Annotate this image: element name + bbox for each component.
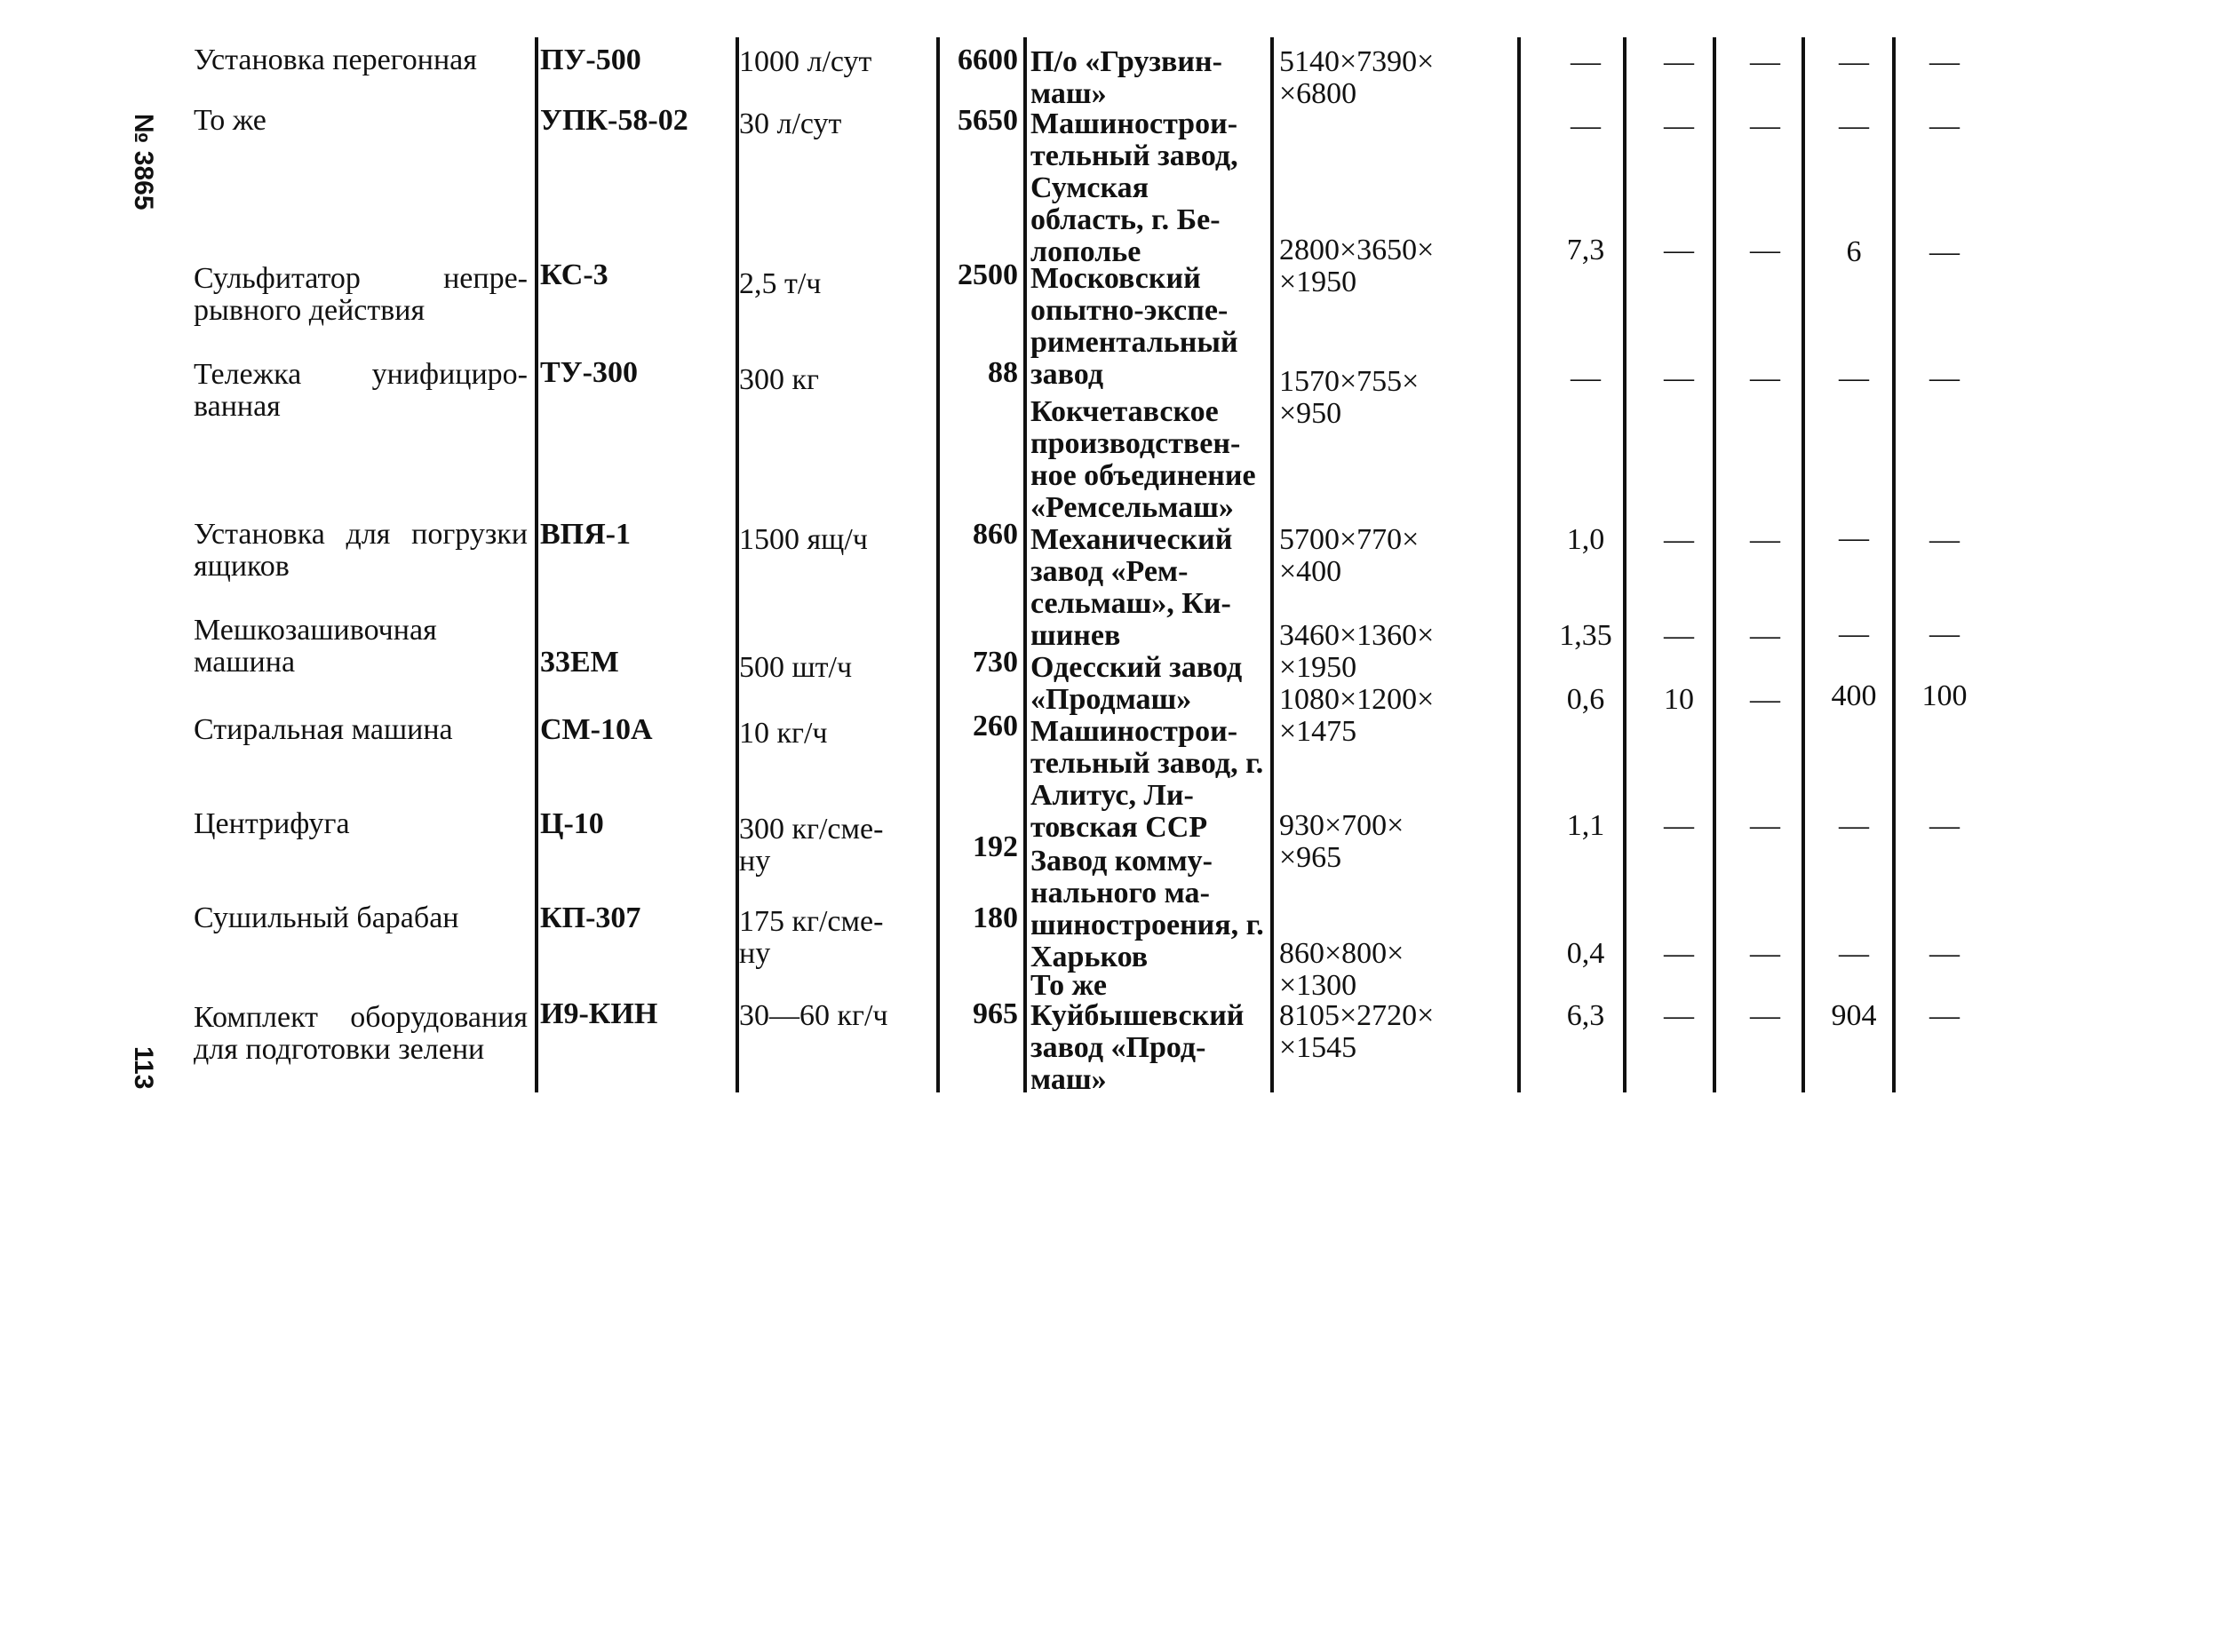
- productivity: 30 л/сут: [739, 107, 842, 140]
- equipment-model: КС-3: [540, 258, 608, 291]
- productivity: 1000 л/сут: [739, 45, 872, 78]
- column-rule: [1270, 37, 1274, 1092]
- dimensions: 2800×3650× ×1950: [1279, 234, 1435, 298]
- value-col-13: —: [1750, 809, 1780, 842]
- value-col-15: —: [1929, 45, 1960, 78]
- productivity: 300 кг/сме- ну: [739, 813, 884, 878]
- value-col-13: —: [1750, 361, 1780, 394]
- dimensions: 1080×1200× ×1475: [1279, 683, 1435, 748]
- column-rule: [535, 37, 538, 1092]
- value-col-13: —: [1750, 937, 1780, 970]
- mass-value: 965: [973, 997, 1018, 1030]
- productivity: 500 шт/ч: [739, 651, 853, 684]
- value-col-12: —: [1664, 809, 1694, 842]
- dimensions: 860×800× ×1300: [1279, 937, 1404, 1002]
- value-col-12: —: [1664, 619, 1694, 652]
- manufacturer: Машиностроительный завод, г. Алитус, Литовская ССР: [1030, 715, 1264, 844]
- column-rule: [1892, 37, 1896, 1092]
- value-col-14: 6: [1846, 235, 1862, 268]
- value-col-15: —: [1929, 109, 1960, 142]
- value-col-15: —: [1929, 235, 1960, 268]
- value-col-12: —: [1664, 999, 1694, 1032]
- equipment-name: Центрифуга: [194, 807, 350, 840]
- equipment-model: СМ-10А: [540, 713, 653, 746]
- productivity: 2,5 т/ч: [739, 267, 822, 300]
- value-col-15: —: [1929, 361, 1960, 394]
- productivity: 10 кг/ч: [739, 717, 828, 750]
- value-col-13: —: [1750, 523, 1780, 556]
- value-col-12: 10: [1664, 683, 1694, 716]
- equipment-model: Ц-10: [540, 807, 604, 840]
- manufacturer: Завод коммунального машиностроения, г. Харьков: [1030, 845, 1264, 973]
- value-col-11: —: [1571, 109, 1601, 142]
- page-number: 113: [129, 1046, 158, 1090]
- value-col-13: —: [1750, 234, 1780, 266]
- value-col-15: —: [1929, 809, 1960, 842]
- mass-value: 2500: [958, 258, 1018, 291]
- value-col-13: —: [1750, 619, 1780, 652]
- equipment-name: Мешкозашивочная машина: [194, 614, 437, 679]
- mass-value: 88: [988, 356, 1018, 389]
- dimensions: 3460×1360× ×1950: [1279, 619, 1435, 684]
- mass-value: 730: [973, 646, 1018, 679]
- value-col-12: —: [1664, 45, 1694, 78]
- value-col-15: —: [1929, 617, 1960, 650]
- value-col-11: 1,35: [1559, 619, 1612, 652]
- value-col-15: —: [1929, 523, 1960, 556]
- productivity: 175 кг/сме- ну: [739, 905, 884, 970]
- value-col-12: —: [1664, 523, 1694, 556]
- dimensions: 1570×755× ×950: [1279, 365, 1420, 430]
- mass-value: 5650: [958, 104, 1018, 137]
- value-col-14: —: [1839, 521, 1869, 554]
- mass-value: 180: [973, 901, 1018, 934]
- column-rule: [1517, 37, 1521, 1092]
- value-col-14: 904: [1831, 999, 1877, 1032]
- value-col-15: —: [1929, 937, 1960, 970]
- value-col-11: 7,3: [1566, 234, 1605, 266]
- value-col-13: —: [1750, 45, 1780, 78]
- value-col-14: —: [1839, 617, 1869, 650]
- value-col-14: —: [1839, 937, 1869, 970]
- value-col-14: —: [1839, 109, 1869, 142]
- column-rule: [1023, 37, 1027, 1092]
- equipment-name: Установка перегонная: [194, 44, 477, 76]
- value-col-11: 1,1: [1566, 809, 1605, 842]
- manufacturer: Куйбышевский завод «Продмаш»: [1030, 999, 1245, 1096]
- value-col-15: —: [1929, 999, 1960, 1032]
- value-col-12: —: [1664, 361, 1694, 394]
- manufacturer: Одесский завод «Продмаш»: [1030, 651, 1243, 716]
- equipment-name: Сульфитатор непрерывного действия: [194, 262, 528, 327]
- dimensions: 930×700× ×965: [1279, 809, 1404, 874]
- column-rule: [1801, 37, 1805, 1092]
- column-rule: [936, 37, 940, 1092]
- value-col-15: 100: [1921, 679, 1968, 712]
- equipment-model: ВПЯ-1: [540, 518, 631, 551]
- dimensions: 5700×770× ×400: [1279, 523, 1420, 588]
- equipment-model: УПК-58-02: [540, 104, 688, 137]
- value-col-12: —: [1664, 937, 1694, 970]
- value-col-11: 0,6: [1566, 683, 1605, 716]
- value-col-11: 0,4: [1566, 937, 1605, 970]
- equipment-model: 33ЕМ: [540, 646, 619, 679]
- value-col-12: —: [1664, 234, 1694, 266]
- mass-value: 192: [973, 830, 1018, 863]
- value-col-14: —: [1839, 361, 1869, 394]
- value-col-11: 1,0: [1566, 523, 1605, 556]
- equipment-model: ПУ-500: [540, 44, 641, 76]
- value-col-14: —: [1839, 45, 1869, 78]
- dimensions: 8105×2720× ×1545: [1279, 999, 1435, 1064]
- equipment-name: Стиральная машина: [194, 713, 453, 746]
- value-col-11: —: [1571, 361, 1601, 394]
- equipment-name: Сушильный барабан: [194, 901, 459, 934]
- value-col-13: —: [1750, 683, 1780, 716]
- value-col-14: —: [1839, 809, 1869, 842]
- manufacturer: Машиностроительный завод, Сумская область, г. Белополье: [1030, 107, 1238, 268]
- mass-value: 6600: [958, 44, 1018, 76]
- mass-value: 860: [973, 518, 1018, 551]
- mass-value: 260: [973, 710, 1018, 743]
- value-col-13: —: [1750, 109, 1780, 142]
- value-col-14: 400: [1831, 679, 1877, 712]
- equipment-name: Комплект оборудования для подготовки зелени: [194, 1001, 528, 1066]
- equipment-name: То же: [194, 104, 266, 137]
- value-col-11: —: [1571, 45, 1601, 78]
- value-col-13: —: [1750, 999, 1780, 1032]
- manufacturer: Московский опытно-экспериментальный завод: [1030, 262, 1238, 391]
- equipment-model: КП-307: [540, 901, 641, 934]
- manufacturer: То же: [1030, 969, 1107, 1002]
- manufacturer: Кокчетавское производственное объединение «Ремсельмаш»: [1030, 395, 1256, 524]
- column-rule: [1713, 37, 1716, 1092]
- manufacturer: Механический завод «Ремсельмаш», Кишинев: [1030, 523, 1233, 652]
- dimensions: 5140×7390× ×6800: [1279, 45, 1435, 110]
- column-rule: [1623, 37, 1626, 1092]
- value-col-12: —: [1664, 109, 1694, 142]
- productivity: 300 кг: [739, 363, 819, 396]
- doc-number-note: № 3865: [129, 114, 158, 210]
- value-col-11: 6,3: [1566, 999, 1605, 1032]
- productivity: 1500 ящ/ч: [739, 523, 868, 556]
- equipment-model: И9-КИН: [540, 997, 658, 1030]
- manufacturer: П/о «Грузвинмаш»: [1030, 45, 1222, 110]
- equipment-name: Установка для погрузки ящиков: [194, 518, 528, 583]
- equipment-name: Тележка унифицированная: [194, 358, 528, 423]
- productivity: 30—60 кг/ч: [739, 999, 888, 1032]
- equipment-model: ТУ-300: [540, 356, 638, 389]
